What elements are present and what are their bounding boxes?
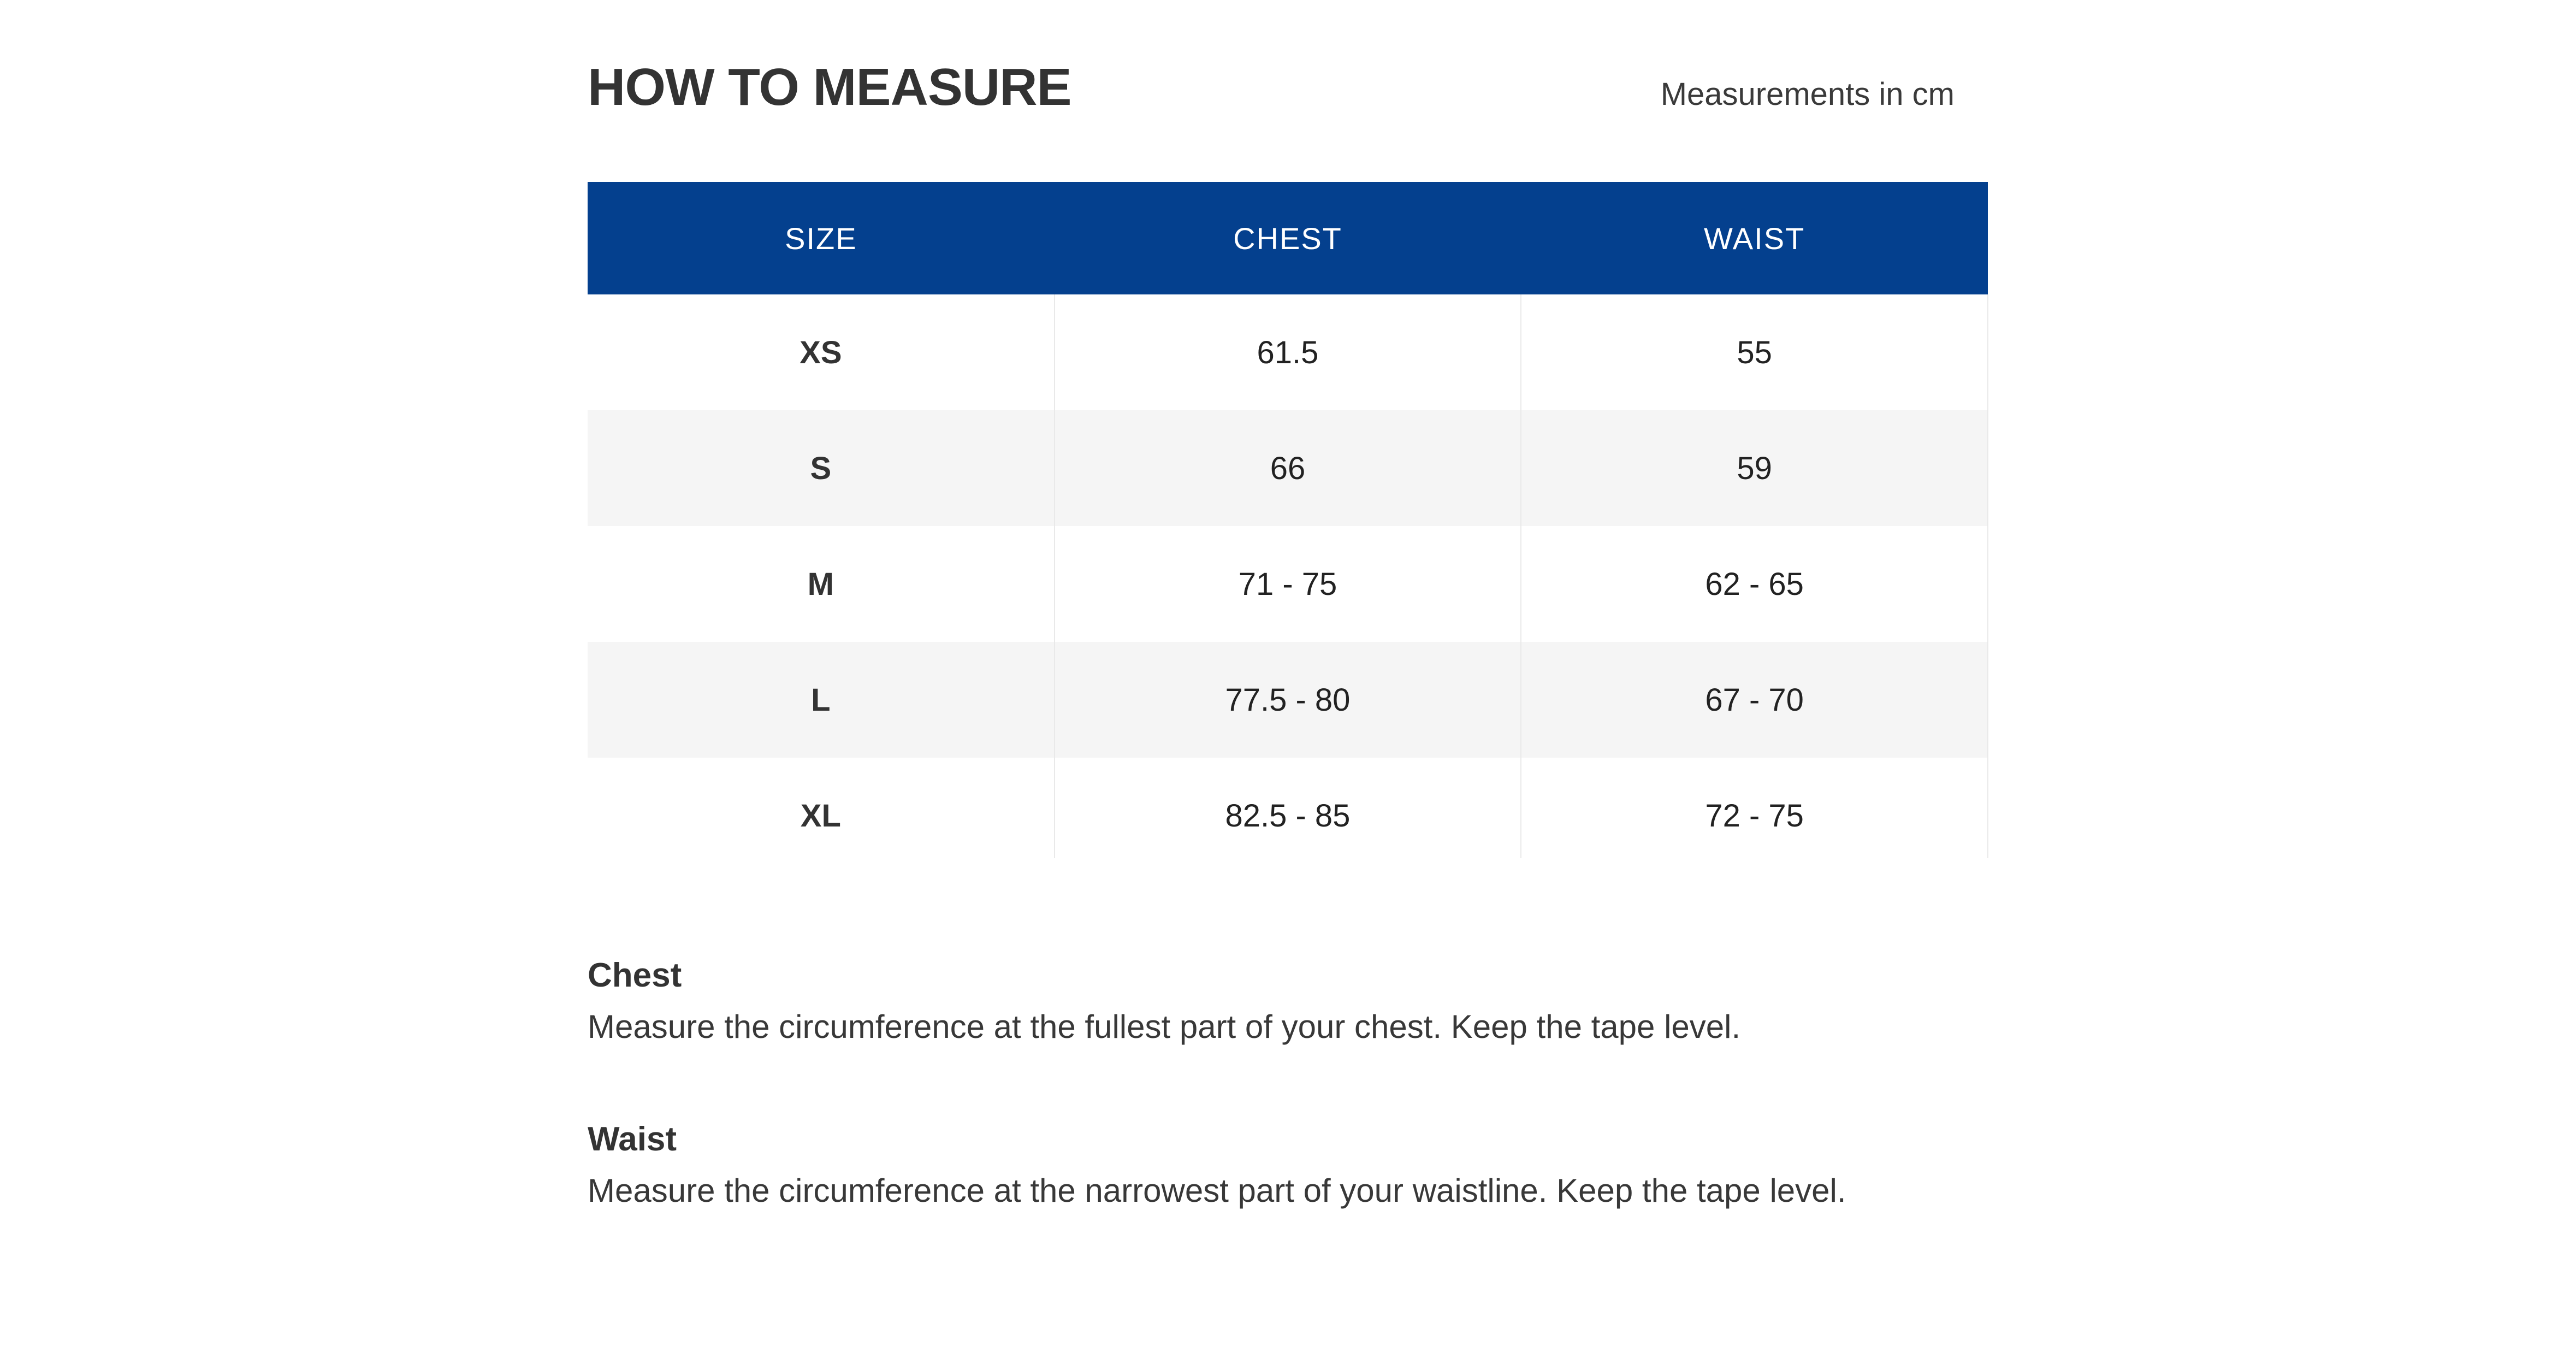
table-row-s xyxy=(588,410,1988,526)
table-row-xl xyxy=(588,758,1988,858)
chest-cell: 66 xyxy=(1055,410,1521,526)
chest-cell: 71 - 75 xyxy=(1055,526,1521,642)
size-cell: M xyxy=(588,526,1055,642)
waist-cell: 59 xyxy=(1521,410,1988,526)
size-guide-panel xyxy=(588,0,1988,1217)
chest-instruction xyxy=(588,950,1988,1053)
waist-instruction xyxy=(588,1114,1988,1217)
measurement-instructions xyxy=(588,950,1988,1217)
column-header-waist: WAIST xyxy=(1521,182,1988,294)
waist-cell: 55 xyxy=(1521,294,1988,410)
size-guide-header xyxy=(588,58,1988,116)
size-cell: XL xyxy=(588,758,1055,858)
table-row-l xyxy=(588,642,1988,758)
size-table-head xyxy=(588,182,1988,294)
waist-cell: 72 - 75 xyxy=(1521,758,1988,858)
chest-cell: 82.5 - 85 xyxy=(1055,758,1521,858)
table-row-m xyxy=(588,526,1988,642)
waist-cell: 62 - 65 xyxy=(1521,526,1988,642)
size-table xyxy=(588,182,1988,858)
column-header-chest: CHEST xyxy=(1055,182,1521,294)
chest-cell: 77.5 - 80 xyxy=(1055,642,1521,758)
chest-instruction-heading: Chest xyxy=(588,957,682,994)
chest-instruction-text: Measure the circumference at the fullest part of your chest. Keep the tape level. xyxy=(588,1008,1741,1045)
waist-instruction-heading: Waist xyxy=(588,1120,677,1158)
page-title: HOW TO MEASURE xyxy=(588,58,1071,116)
table-header-row xyxy=(588,182,1988,294)
size-table-body xyxy=(588,294,1988,858)
table-row-xs xyxy=(588,294,1988,410)
units-note: Measurements in cm xyxy=(1660,76,1955,112)
waist-cell: 67 - 70 xyxy=(1521,642,1988,758)
size-table-scroll-area[interactable] xyxy=(588,182,1988,858)
chest-cell: 61.5 xyxy=(1055,294,1521,410)
size-cell: L xyxy=(588,642,1055,758)
waist-instruction-text: Measure the circumference at the narrowest part of your waistline. Keep the tape level. xyxy=(588,1172,1846,1209)
column-header-size: SIZE xyxy=(588,182,1055,294)
size-cell: S xyxy=(588,410,1055,526)
size-cell: XS xyxy=(588,294,1055,410)
